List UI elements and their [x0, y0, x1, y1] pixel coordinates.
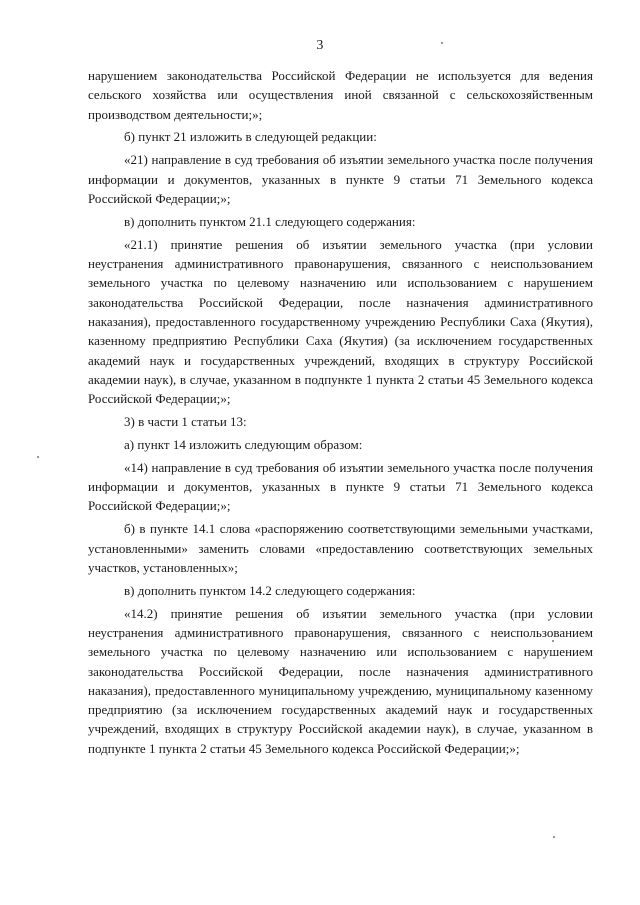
paragraph-item-a-point-14: а) пункт 14 изложить следующим образом:: [124, 436, 363, 452]
paragraph-continuation: нарушением законодательства Российской Федерации не используется для ведения сельского хозяйства или осуществления иной связанной с сельскохозяйственным производством деятельности;»;: [88, 68, 593, 122]
scan-speck: [552, 640, 554, 642]
paragraph-item-v-point-14-2: в) дополнить пунктом 14.2 следующего содержания:: [124, 582, 416, 598]
scan-speck: [553, 836, 555, 838]
paragraph-point-14-text: «14) направление в суд требования об изъятии земельного участка после получения информации и документов, указанных в пункте 9 статьи 71 Земельного кодекса Российской Федерации;»;: [88, 459, 593, 514]
paragraph-item-b-point-14-1: б) в пункте 14.1 слова «распоряжению соответствующими земельными участками, установленными» заменить словами «предоставлению соответствующих земельных участков, установленных»;: [88, 521, 593, 575]
paragraph-point-21-text: «21) направление в суд требования об изъятии земельного участка после получения информации и документов, указанных в пункте 9 статьи 71 Земельного кодекса Российской Федерации;»;: [88, 152, 593, 206]
paragraph-point-21-1-text: «21.1) принятие решения об изъятии земельного участка (при условии неустранения административного правонарушения, связанного с неиспользованием земельного участка по целевому назначению или использованием с нарушением законодательства Российской Федерации, после назначения административного наказания), предоставленного государственному учреждению Республики Саха (Якутия), казенному предприятию Республики Саха (Якутия) (за исключением государственных академий наук и государственных учреждений, входящих в структуру Российской академии наук), в случае, указанном в подпункте 1 пункта 2 статьи 45 Земельного кодекса Российской Федерации;»;: [88, 236, 593, 407]
paragraph-item-b-point-21: б) пункт 21 изложить в следующей редакции:: [124, 129, 377, 145]
paragraph-item-v-point-21-1: в) дополнить пунктом 21.1 следующего содержания:: [124, 213, 416, 229]
scan-speck: [37, 456, 39, 458]
paragraph-point-14-2-text: «14.2) принятие решения об изъятии земельного участка (при условии неустранения административного правонарушения, связанного с неиспользованием земельного участка по целевому назначению или использованием с нарушением законодательства Российской Федерации, после назначения административного наказания), предоставленного муниципальному учреждению, муниципальному казенному предприятию (за исключением государственных академий наук и государственных учреждений, входящих в структуру Российской академии наук), в случае, указанном в подпункте 1 пункта 2 статьи 45 Земельного кодекса Российской Федерации;»;: [88, 605, 593, 756]
document-body: [88, 66, 593, 762]
page-number: 3: [316, 38, 324, 53]
scan-speck: [441, 42, 443, 44]
paragraph-item-3-article-13: 3) в части 1 статьи 13:: [124, 414, 247, 430]
